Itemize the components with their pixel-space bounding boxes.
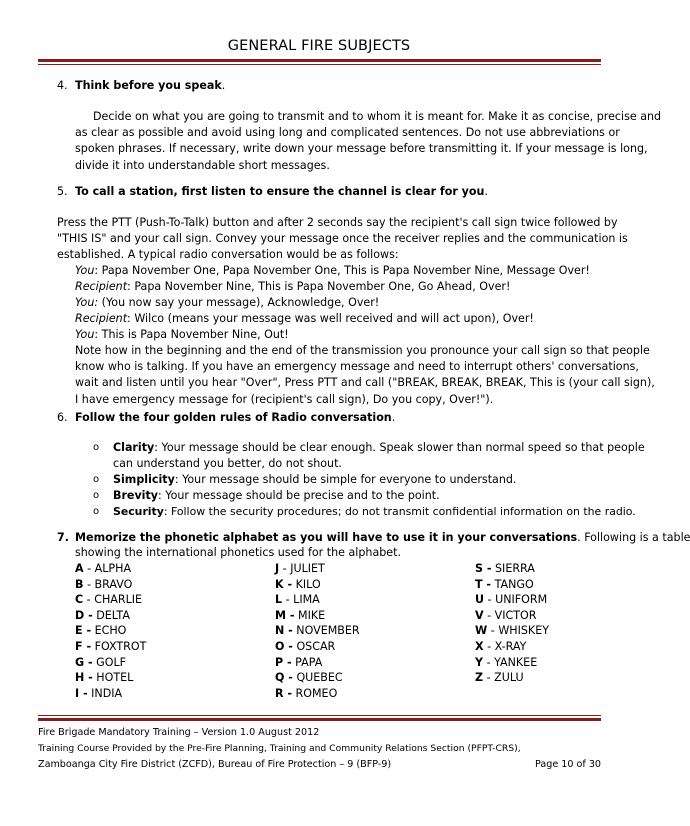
phonetic-entry: S - SIERRA [475,562,535,575]
phonetic-entry: U - UNIFORM [475,593,548,607]
phonetic-entry: M - MIKE [275,608,326,622]
page-number: Page 10 of 30 [535,759,602,770]
section-4-line: as clear as possible and avoid using long and complicated sentences. Do not use abbreviations or [75,126,620,140]
phonetic-entry: W - WHISKEY [475,624,549,638]
section-4-heading: Think before you speak. [75,79,226,92]
section-5-number: 5. [57,185,68,198]
phonetic-entry: J - JULIET [275,562,325,575]
section-5-intro-line: Press the PTT (Push-To-Talk) button and after 2 seconds say the recipient's call sign twice followed by [57,216,618,229]
section-6-number: 6. [57,411,68,424]
phonetic-entry: L - LIMA [275,593,320,607]
footer-line-1: Fire Brigade Mandatory Training – Version 1.0 August 2012 [38,727,320,738]
footer-rule-thin [38,715,601,716]
phonetic-entry: V - VICTOR [475,608,537,622]
phonetic-entry: E - ECHO [75,624,127,638]
bullet-marker: o [93,506,100,517]
section-5-note-line: know who is talking. If you have an emergency message and need to interrupt others' conversations, [75,360,639,374]
section-5-note [75,343,655,408]
footer-rule-thick [38,718,601,721]
phonetic-entry: O - OSCAR [275,639,336,653]
bullet-marker: o [93,442,100,453]
phonetic-entry: D - DELTA [75,608,130,622]
phonetic-entry: K - KILO [275,577,321,591]
phonetic-entry: N - NOVEMBER [275,624,360,638]
section-6-heading: Follow the four golden rules of Radio conversation. [75,411,396,424]
dialog-line: You: Papa November One, Papa November One, This is Papa November Nine, Message Over! [75,264,590,277]
phonetic-entry: X - X-RAY [475,639,527,653]
phonetic-column-3 [475,561,549,686]
section-5-note-line: I have emergency message for (recipient's call sign), Do you copy, Over!"). [75,392,494,406]
phonetic-entry: B - BRAVO [75,577,133,591]
phonetic-entry: Q - QUEBEC [275,671,343,685]
rule-simplicity: Simplicity: Your message should be simple for everyone to understand. [113,473,517,486]
phonetic-entry: H - HOTEL [75,671,134,685]
phonetic-entry: G - GOLF [75,655,126,669]
phonetic-column-2 [275,561,360,701]
section-4-line: Decide on what you are going to transmit and to whom it is meant for. Make it as concise, precise and [93,110,662,123]
dialog-line: You: (You now say your message), Acknowledge, Over! [75,296,380,309]
footer-line-3: Zamboanga City Fire District (ZCFD), Bureau of Fire Protection – 9 (BFP-9) [38,759,392,770]
section-4-line: divide it into understandable short messages. [75,158,330,172]
dialog-line: Recipient: Papa November Nine, This is Papa November One, Go Ahead, Over! [75,280,511,293]
section-4-body [75,109,662,174]
section-4-number: 4. [57,79,68,92]
section-4-line: spoken phrases. If necessary, write down your message before transmitting it. If your message is long, [75,142,648,156]
header-rule-thick [38,59,601,62]
section-7-subline: showing the international phonetics used for the alphabet. [75,546,401,559]
phonetic-entry: T - TANGO [475,577,534,591]
dialog-line: Recipient: Wilco (means your message was well received and will act upon), Over! [75,312,534,325]
rule-brevity: Brevity: Your message should be precise and to the point. [113,489,440,502]
section-7-number: 7. [57,531,69,544]
phonetic-entry: I - INDIA [75,686,123,700]
phonetic-entry: C - CHARLIE [75,593,143,607]
phonetic-entry: Z - ZULU [475,671,524,685]
section-5-note-line: wait and listen until you hear "Over", Press PTT and call ("BREAK, BREAK, BREAK, This is (your call sign), [75,376,655,390]
phonetic-entry: F - FOXTROT [75,639,147,653]
phonetic-entry: R - ROMEO [275,686,338,700]
section-5-intro-line: "THIS IS" and your call sign. Convey your message once the receiver replies and the communication is [57,232,628,245]
section-7-heading: Memorize the phonetic alphabet as you will have to use it in your conversations. Following is a table [75,531,690,544]
bullet-marker: o [93,474,100,485]
phonetic-entry: P - PAPA [275,655,323,669]
phonetic-entry: A - ALPHA [75,562,132,575]
section-5-note-line: Note how in the beginning and the end of the transmission you pronounce your call sign so that people [75,344,650,357]
footer-line-2: Training Course Provided by the Pre-Fire Planning, Training and Community Relations Section (PFPT-CRS), [38,743,521,754]
section-5-heading: To call a station, first listen to ensure the channel is clear for you. [75,185,488,198]
rule-clarity: Clarity: Your message should be clear enough. Speak slower than normal speed so that people [113,441,645,454]
page-header-title: GENERAL FIRE SUBJECTS [227,38,411,54]
header-rule-thin [38,64,601,65]
phonetic-column-1 [75,561,146,701]
phonetic-entry: Y - YANKEE [475,655,538,669]
bullet-marker: o [93,490,100,501]
dialog-line: You: This is Papa November Nine, Out! [75,328,289,341]
rule-clarity-continued: can understand you better, do not shout. [113,457,342,470]
section-5-intro-line: established. A typical radio conversation would be as follows: [57,248,399,261]
rule-security: Security: Follow the security procedures; do not transmit confidential information on the radio. [113,505,636,518]
